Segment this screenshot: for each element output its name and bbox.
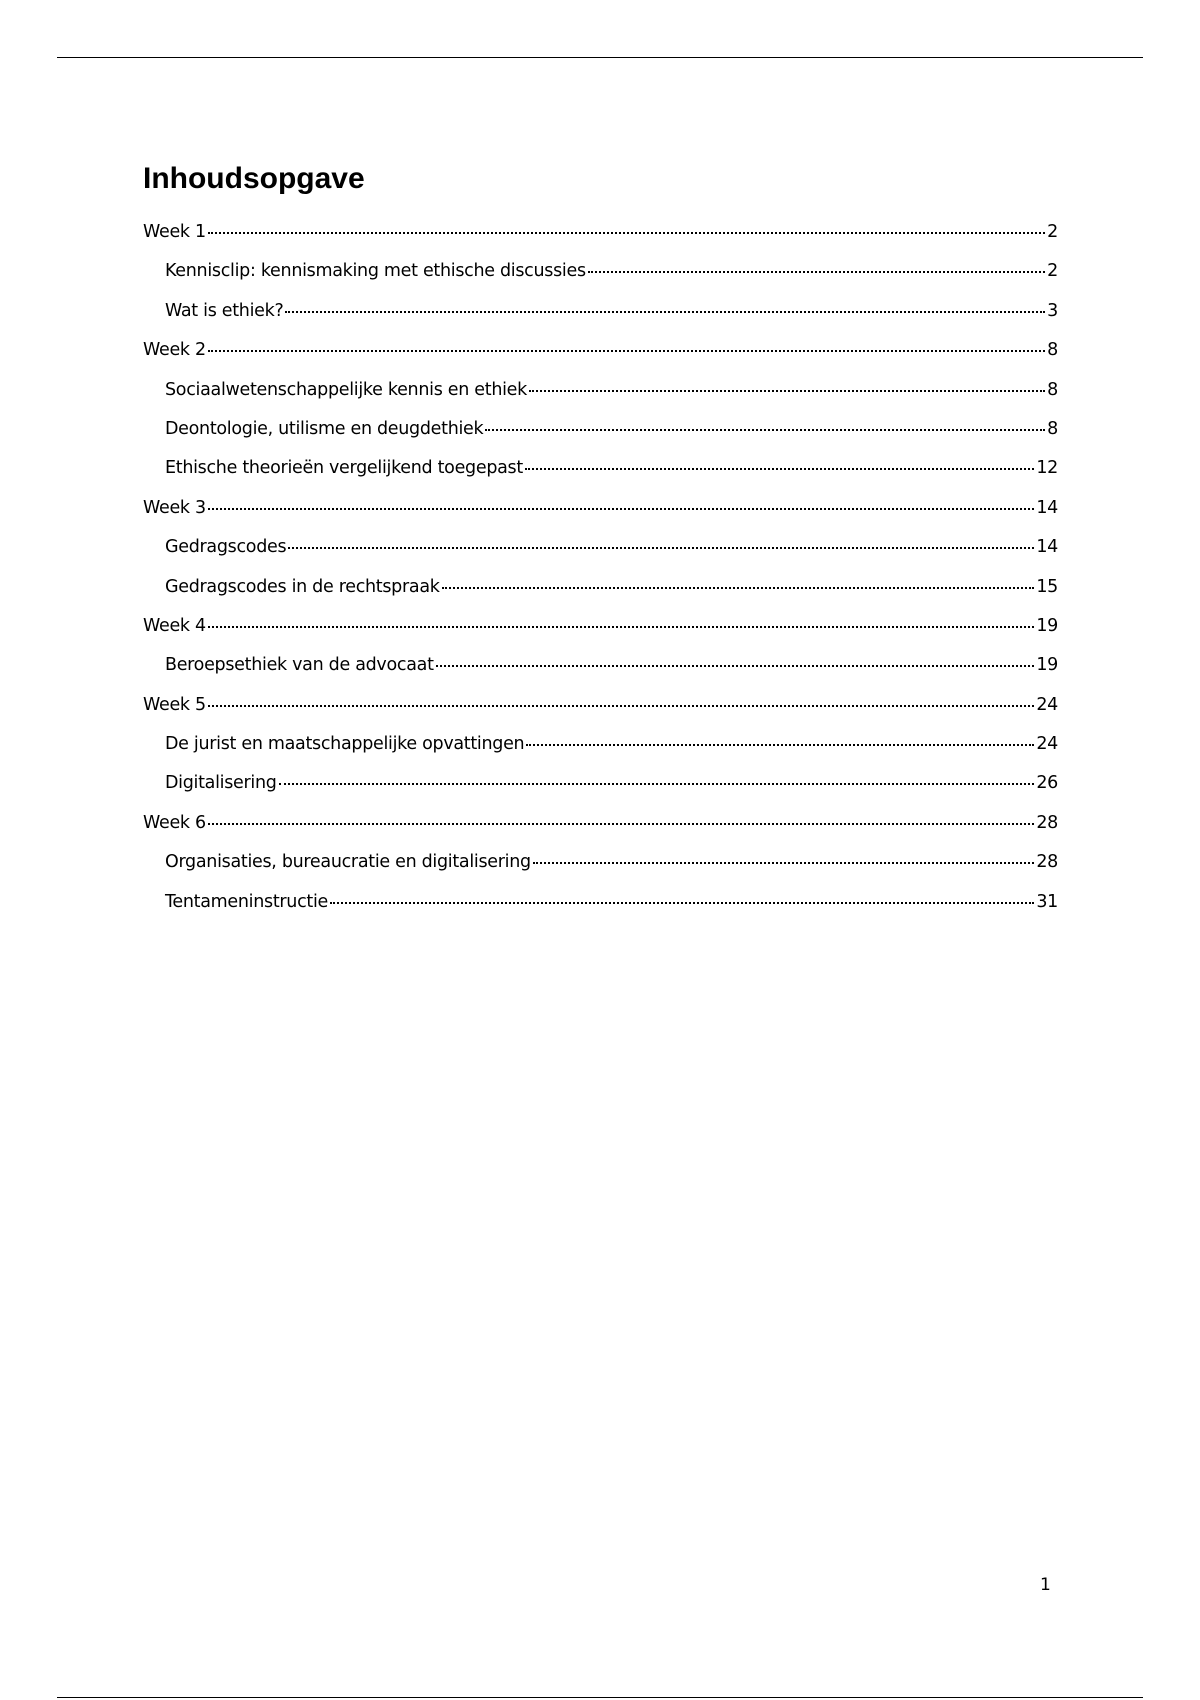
toc-title: Inhoudsopgave xyxy=(143,162,365,195)
toc-entry-label: Week 4 xyxy=(143,615,206,636)
toc-entry-section[interactable] xyxy=(143,771,1058,810)
toc-dot-leader xyxy=(525,468,1034,470)
page-number: 1 xyxy=(1040,1575,1051,1595)
header-rule xyxy=(57,57,1143,58)
toc-entry-label: Deontologie, utilisme en deugdethiek xyxy=(165,418,484,439)
toc-entry-chapter[interactable] xyxy=(143,338,1058,377)
toc-entry-page: 14 xyxy=(1036,497,1058,518)
toc-entry-page: 28 xyxy=(1036,812,1058,833)
toc-entry-page: 28 xyxy=(1036,852,1058,873)
toc-entry-section[interactable] xyxy=(143,535,1058,574)
toc-entry-page: 31 xyxy=(1036,891,1058,912)
toc-entry-label: Organisaties, bureaucratie en digitalisering xyxy=(165,852,531,873)
toc-entry-label: Beroepsethiek van de advocaat xyxy=(165,655,434,676)
toc-entry-label: Wat is ethiek? xyxy=(165,300,284,321)
toc-entry-page: 3 xyxy=(1047,300,1058,321)
toc-entry-section[interactable] xyxy=(143,653,1058,692)
toc-entry-section[interactable] xyxy=(143,575,1058,614)
table-of-contents xyxy=(143,220,1058,929)
toc-entry-label: Tentameninstructie xyxy=(165,891,328,912)
toc-entry-label: Gedragscodes xyxy=(165,537,287,558)
toc-dot-leader xyxy=(529,390,1045,392)
toc-entry-section[interactable] xyxy=(143,732,1058,771)
toc-entry-label: Kennisclip: kennismaking met ethische discussies xyxy=(165,261,586,282)
toc-dot-leader xyxy=(279,783,1035,785)
toc-entry-section[interactable] xyxy=(143,378,1058,417)
toc-dot-leader xyxy=(208,508,1034,510)
toc-dot-leader xyxy=(208,705,1034,707)
toc-dot-leader xyxy=(442,587,1035,589)
toc-entry-chapter[interactable] xyxy=(143,496,1058,535)
toc-entry-section[interactable] xyxy=(143,299,1058,338)
toc-entry-page: 8 xyxy=(1047,418,1058,439)
toc-entry-chapter[interactable] xyxy=(143,693,1058,732)
toc-dot-leader xyxy=(588,271,1045,273)
toc-entry-page: 24 xyxy=(1036,694,1058,715)
toc-dot-leader xyxy=(208,350,1045,352)
toc-entry-label: Digitalisering xyxy=(165,773,277,794)
toc-dot-leader xyxy=(288,547,1034,549)
toc-dot-leader xyxy=(285,311,1045,313)
toc-entry-page: 2 xyxy=(1047,261,1058,282)
toc-entry-label: Week 5 xyxy=(143,694,206,715)
toc-entry-section[interactable] xyxy=(143,417,1058,456)
footer-rule xyxy=(57,1697,1143,1698)
toc-dot-leader xyxy=(485,429,1045,431)
toc-entry-chapter[interactable] xyxy=(143,811,1058,850)
toc-entry-chapter[interactable] xyxy=(143,220,1058,259)
toc-dot-leader xyxy=(533,862,1035,864)
toc-entry-chapter[interactable] xyxy=(143,614,1058,653)
toc-entry-page: 12 xyxy=(1036,458,1058,479)
toc-entry-label: Ethische theorieën vergelijkend toegepast xyxy=(165,458,523,479)
toc-entry-label: Week 2 xyxy=(143,340,206,361)
toc-entry-label: Week 3 xyxy=(143,497,206,518)
toc-dot-leader xyxy=(208,626,1034,628)
toc-dot-leader xyxy=(208,823,1034,825)
toc-entry-page: 15 xyxy=(1036,576,1058,597)
toc-entry-label: Sociaalwetenschappelijke kennis en ethiek xyxy=(165,379,527,400)
toc-entry-label: Week 6 xyxy=(143,812,206,833)
toc-dot-leader xyxy=(330,902,1034,904)
toc-entry-page: 14 xyxy=(1036,537,1058,558)
toc-entry-page: 19 xyxy=(1036,655,1058,676)
toc-entry-section[interactable] xyxy=(143,259,1058,298)
toc-dot-leader xyxy=(208,232,1045,234)
toc-dot-leader xyxy=(526,744,1034,746)
toc-dot-leader xyxy=(436,665,1035,667)
toc-entry-page: 8 xyxy=(1047,379,1058,400)
toc-entry-page: 24 xyxy=(1036,734,1058,755)
toc-entry-section[interactable] xyxy=(143,456,1058,495)
toc-entry-page: 19 xyxy=(1036,615,1058,636)
toc-entry-label: Gedragscodes in de rechtspraak xyxy=(165,576,440,597)
toc-entry-label: De jurist en maatschappelijke opvattingen xyxy=(165,734,525,755)
toc-entry-page: 2 xyxy=(1047,222,1058,242)
toc-entry-section[interactable] xyxy=(143,890,1058,929)
toc-entry-page: 8 xyxy=(1047,340,1058,361)
toc-entry-section[interactable] xyxy=(143,850,1058,889)
toc-entry-page: 26 xyxy=(1036,773,1058,794)
toc-entry-label: Week 1 xyxy=(143,222,206,242)
